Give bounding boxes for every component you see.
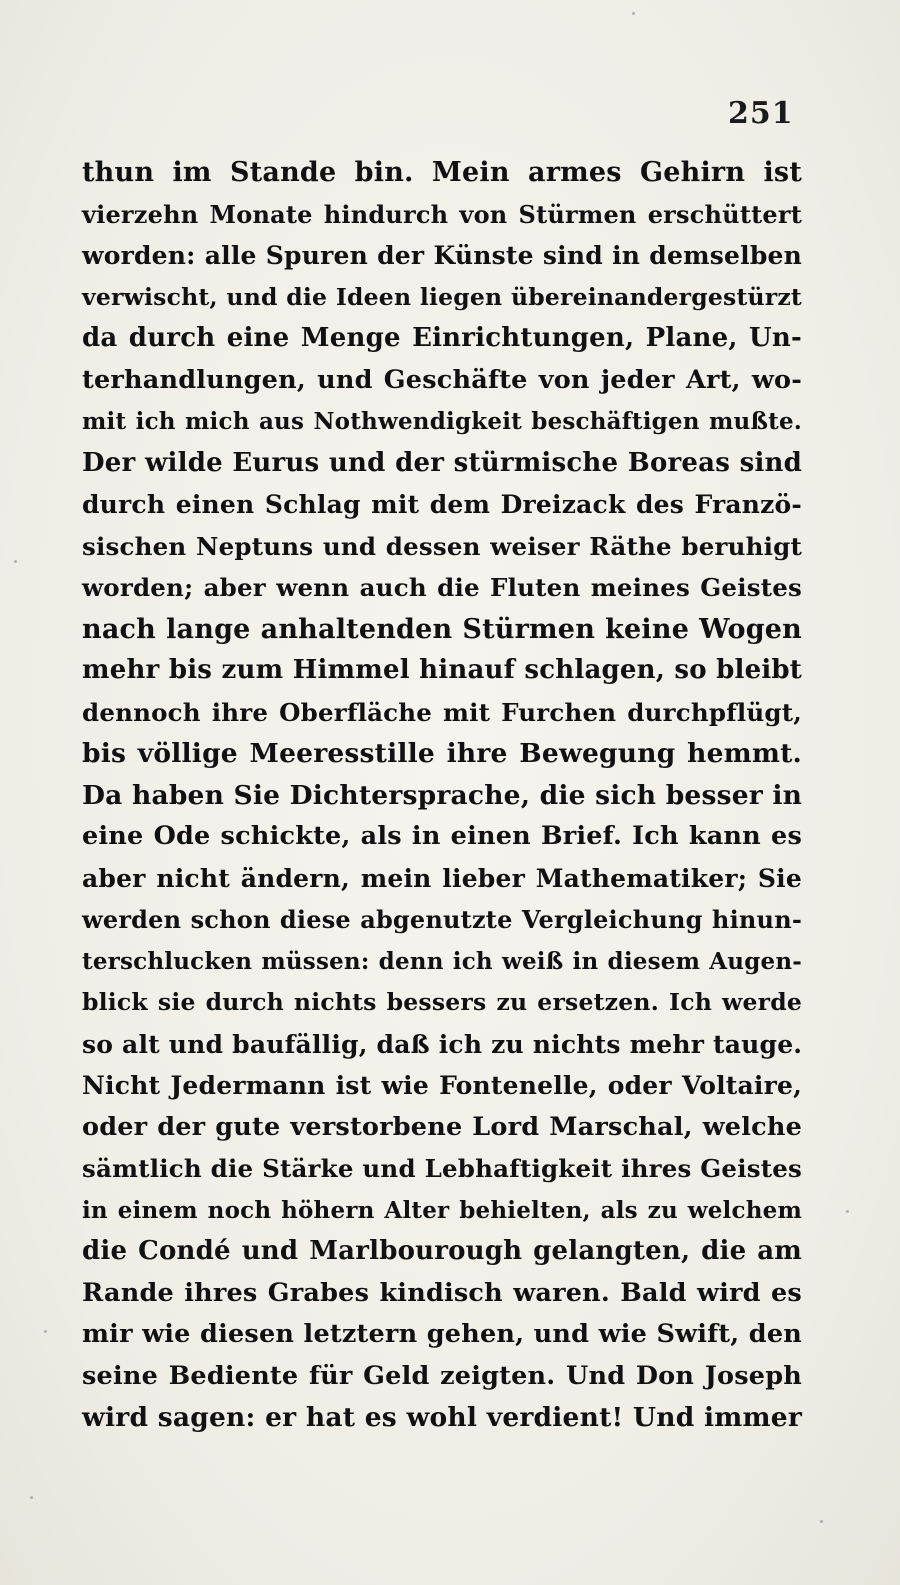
text-line: terschlucken müssen: denn ich weiß in diesem Augen- — [82, 947, 802, 975]
text-line: mehr bis zum Himmel hinauf schlagen, so bleibt — [82, 655, 802, 685]
text-line: mir wie diesen letztern gehen, und wie Swift, den — [82, 1319, 802, 1349]
paper-speck — [30, 1496, 33, 1499]
text-line: da durch eine Menge Einrichtungen, Plane, Un- — [82, 323, 802, 353]
text-line: thun im Stande bin. Mein armes Gehirn ist — [82, 157, 802, 188]
text-line: wird sagen: er hat es wohl verdient! Und immer — [82, 1402, 802, 1433]
paper-speck — [820, 1520, 823, 1523]
page-number: 251 — [728, 96, 794, 131]
text-line: Da haben Sie Dichtersprache, die sich besser in — [82, 779, 803, 811]
text-line: bis völlige Meeresstille ihre Bewegung hemmt. — [82, 738, 802, 769]
text-line: verwischt, und die Ideen liegen übereinandergestürzt — [82, 282, 802, 311]
text-line: Der wilde Eurus und der stürmische Boreas sind — [82, 447, 802, 478]
text-line: worden: alle Spuren der Künste sind in demselben — [82, 241, 802, 270]
text-line: dennoch ihre Oberfläche mit Furchen durchpflügt, — [82, 697, 802, 727]
text-line: oder der gute verstorbene Lord Marschal, welche — [82, 1111, 802, 1142]
paper-speck — [44, 1330, 47, 1333]
text-line: blick sie durch nichts bessers zu ersetzen. Ich werde — [82, 988, 802, 1016]
text-line: eine Ode schickte, als in einen Brief. Ich kann es — [82, 821, 802, 851]
text-line: sämtlich die Stärke und Lebhaftigkeit ihres Geistes — [82, 1154, 802, 1183]
paper-speck — [14, 560, 17, 563]
paper-speck — [846, 1210, 849, 1213]
text-line: sischen Neptuns und dessen weiser Räthe beruhigt — [82, 531, 802, 561]
body-text — [82, 152, 802, 1439]
text-line: so alt und baufällig, daß ich zu nichts mehr tauge. — [82, 1029, 803, 1059]
text-line: vierzehn Monate hindurch von Stürmen erschüttert — [82, 199, 802, 229]
text-line: mit ich mich aus Nothwendigkeit beschäftigen mußte. — [82, 408, 802, 435]
text-line: in einem noch höhern Alter behielten, als zu welchem — [82, 1196, 802, 1224]
text-line: die Condé und Marlbourough gelangten, die am — [82, 1236, 802, 1266]
text-line: seine Bediente für Geld zeigten. Und Don Joseph — [82, 1360, 802, 1391]
text-line: werden schon diese abgenutzte Vergleichung hinun- — [82, 905, 802, 934]
text-line: nach lange anhaltenden Stürmen keine Wogen — [82, 613, 802, 645]
text-line: Nicht Jedermann ist wie Fontenelle, oder Voltaire, — [82, 1071, 802, 1100]
text-line: aber nicht ändern, mein lieber Mathematiker; Sie — [82, 863, 802, 893]
text-line: Rande ihres Grabes kindisch waren. Bald wird es — [82, 1277, 802, 1308]
paper-speck — [632, 12, 635, 15]
text-line: worden; aber wenn auch die Fluten meines Geistes — [82, 573, 802, 602]
text-line: terhandlungen, und Geschäfte von jeder Art, wo- — [82, 364, 802, 395]
text-line: durch einen Schlag mit dem Dreizack des Franzö- — [82, 490, 802, 519]
